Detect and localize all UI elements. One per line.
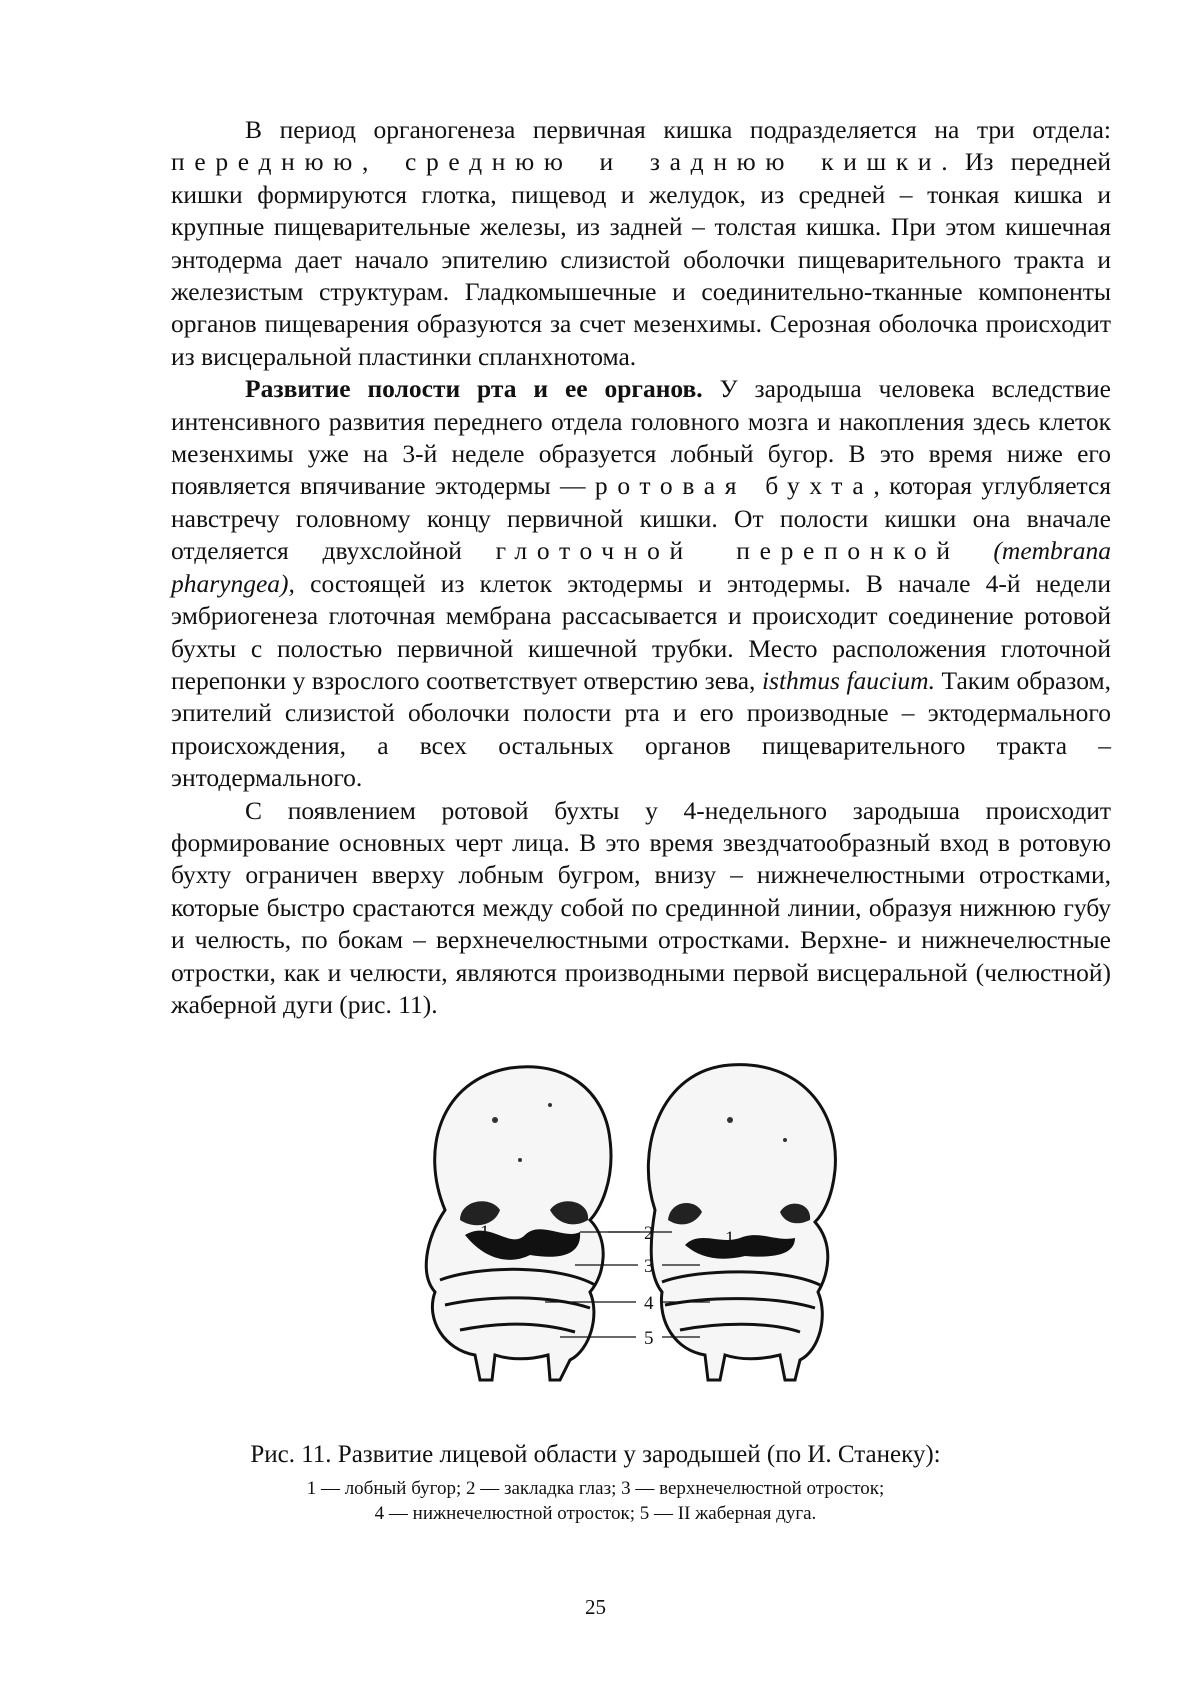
paragraph-2	[171, 373, 1111, 794]
latin-term: isthmus faucium.	[761, 665, 935, 695]
paragraph-text: С появлением ротовой бухты у 4-недельного зародыша происходит формирование основных черт лица. В это время звездчатообразный вход в ротовую бухту ограничен вверху лобным бугром, внизу – нижнечелюстными отростками, которые быстро срастаются между собой по срединной линии, образуя нижнюю губу и челюсть, по бокам – верхнечелюстными отростками. Верхне- и нижнечелюстные отростки, как и челюсти, являются производными первой висцеральной (челюстной) жаберной дуги (рис. 11).	[171, 795, 1111, 1019]
paragraph-text: , которая углубляется навстречу головному концу первичной кишки. От полости кишки она вначале отделяется двухслойной	[171, 471, 1112, 566]
legend-line-1: 1 — лобный бугор; 2 — закладка глаз; 3 — верхнечелюстной отросток;	[306, 1478, 885, 1499]
paragraph-text: . Из передней кишки формируются глотка, пищевод и желудок, из средней – тонкая кишка и крупные пищеварительные железы, из задней – толстая кишка. При этом кишечная энтодерма дает начало эпителию слизистой оболочки пищеварительного тракта и железистым структурам. Гладкомышечные и соединительно-тканные компоненты органов пищеварения образуются за счет мезенхимы. Серозная оболочка происходит из висцеральной пластинки спланхнотома.	[171, 147, 1111, 371]
paragraph-text: Таким образом, эпителий слизистой оболочки полости рта и его производные – эктодермального происхождения, а всех остальных органов пищеварительного тракта – энтодермального.	[171, 665, 1111, 793]
figure-legend	[0, 1476, 1191, 1526]
label-1-right: 1	[725, 1228, 735, 1249]
legend-line-2: 4 — нижнечелюстной отросток; 5 — II жаберная дуга.	[374, 1503, 817, 1524]
left-embryo	[426, 1067, 611, 1380]
paragraph-text: состоящей из клеток эктодермы и энтодермы. В начале 4-й недели эмбриогенеза глоточная мембрана рассасывается и происходит соединение ротовой бухты с полостью первичной кишечной трубки. Место расположения глоточной перепонки у взрослого соответствует отверстию зева,	[171, 568, 1111, 695]
spaced-emphasis: глоточной перепонкой	[495, 536, 960, 566]
paragraph-1	[171, 114, 1111, 373]
paragraph-text	[960, 536, 994, 565]
page-number: 25	[585, 1595, 606, 1619]
body-text	[171, 114, 1111, 1021]
paragraph-3	[171, 795, 1111, 1022]
latin-term: (membrana pharyngea),	[171, 536, 1111, 598]
label-4: 4	[644, 1293, 654, 1314]
label-5: 5	[644, 1328, 654, 1349]
paragraph-text: В период органогенеза первичная кишка подразделяется на три отдела:	[245, 115, 1111, 144]
right-embryo	[648, 1065, 835, 1380]
embryo-illustration	[400, 1060, 920, 1390]
label-3: 3	[644, 1256, 654, 1277]
label-2: 2	[644, 1223, 654, 1244]
spaced-emphasis: ротовая бухта	[594, 471, 874, 501]
paragraph-text: У зародыша человека вследствие интенсивного развития переднего отдела головного мозга и накопления здесь клеток мезенхимы уже на 3-й неделе образуется лобный бугор. В это время ниже его появляется впячивание эктодермы —	[171, 374, 1112, 501]
embryo-face-figure	[400, 1060, 920, 1390]
section-heading: Развитие полости рта и ее органов.	[245, 374, 703, 404]
figure-caption: Рис. 11. Развитие лицевой области у зародышей (по И. Станеку):	[250, 1441, 941, 1468]
label-1-left: 1	[480, 1222, 490, 1243]
spaced-emphasis: переднюю, среднюю и заднюю кишки	[171, 147, 942, 177]
